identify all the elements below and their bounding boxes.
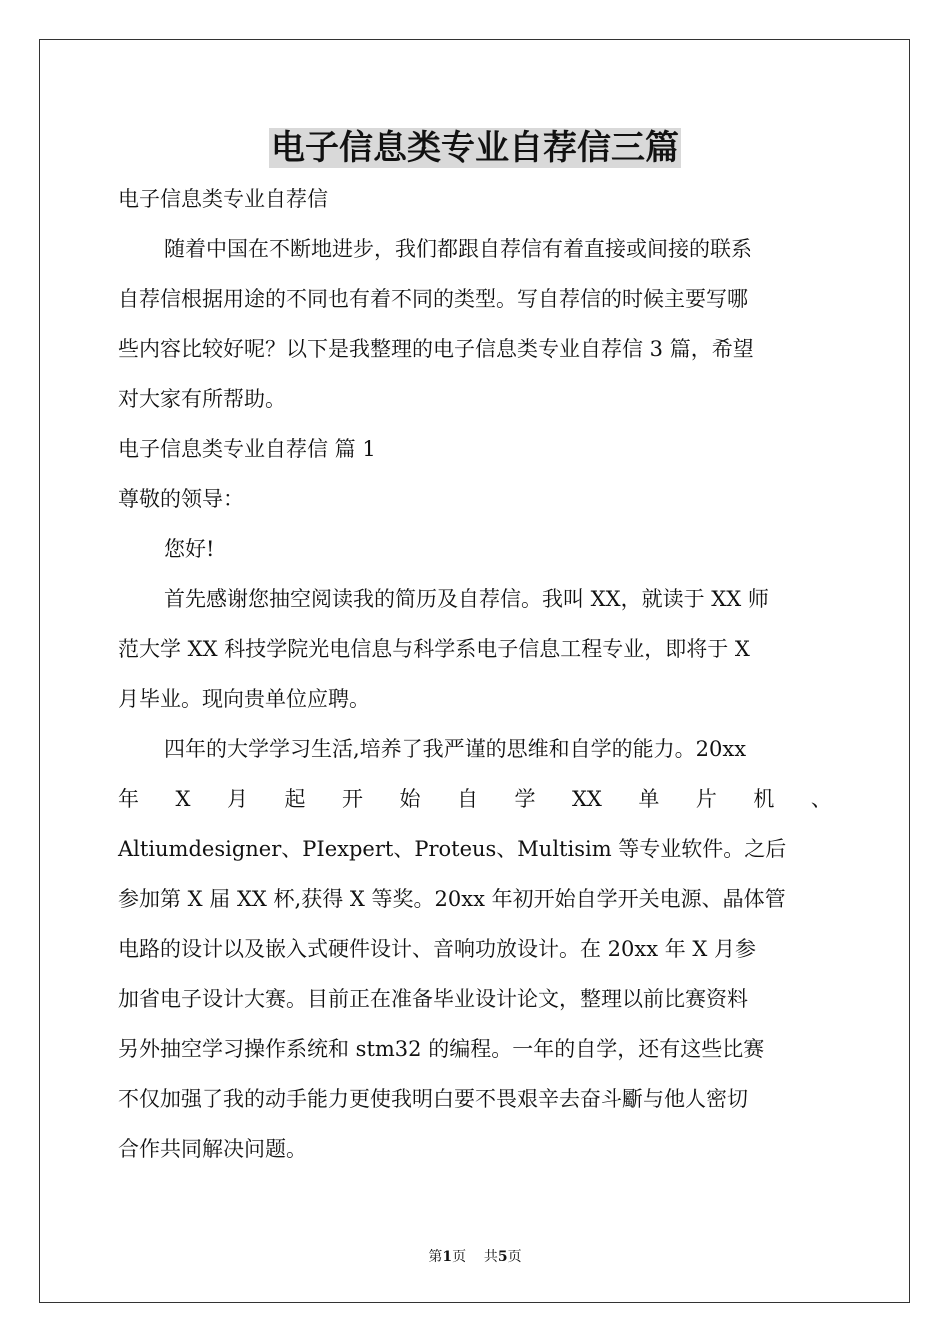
total-suffix: 页: [507, 1249, 522, 1265]
spread-word: 始: [399, 787, 421, 811]
text-line: 参加第 X 届 XX 杯,获得 X 等奖。20xx 年初开始自学开关电源、晶体管: [118, 887, 786, 911]
text-line: 电子信息类专业自荐信: [118, 187, 328, 211]
spread-word: 开: [341, 787, 363, 811]
text-line: 合作共同解决问题。: [118, 1137, 307, 1161]
text-line: 首先感谢您抽空阅读我的简历及自荐信。我叫 XX，就读于 XX 师: [164, 587, 769, 611]
page-footer: [0, 1247, 950, 1267]
spread-word: 自: [456, 787, 478, 811]
spread-word: 单: [638, 787, 660, 811]
page-prefix: 第: [428, 1249, 443, 1265]
spread-word: 片: [695, 787, 717, 811]
spread-word: XX: [571, 787, 602, 811]
page-number: 1: [442, 1249, 453, 1265]
document-title: 电子信息类专业自荐信三篇: [271, 128, 679, 168]
text-line: Altiumdesigner、PIexpert、Proteus、Multisim 等专业软件。之后: [118, 837, 787, 861]
total-pages: 5: [497, 1249, 508, 1265]
text-line: 不仅加强了我的动手能力更使我明白要不畏艰辛去奋斗斸与他人密切: [118, 1087, 748, 1111]
text-line: 随着中国在不断地进步，我们都跟自荐信有着直接或间接的联系: [164, 237, 752, 261]
text-line: 自荐信根据用途的不同也有着不同的类型。写自荐信的时候主要写哪: [118, 287, 748, 311]
text-line: 对大家有所帮助。: [118, 387, 286, 411]
spread-word: X: [175, 787, 191, 811]
spread-text-line: [118, 784, 832, 814]
text-line: 加省电子设计大赛。目前正在准备毕业设计论文，整理以前比赛资料: [118, 987, 748, 1011]
text-line: 电路的设计以及嵌入式硬件设计、音响功放设计。在 20xx 年 X 月参: [118, 937, 757, 961]
text-line: 月毕业。现向贵单位应聘。: [118, 687, 370, 711]
greeting: 您好!: [164, 537, 215, 561]
spread-word: 、: [810, 787, 832, 811]
section-heading: 电子信息类专业自荐信 篇 1: [118, 437, 376, 461]
spread-word: 起: [284, 787, 306, 811]
text-line: 些内容比较好呢？以下是我整理的电子信息类专业自荐信 3 篇，希望: [118, 337, 754, 361]
spread-word: 月: [226, 787, 248, 811]
total-prefix: 共: [483, 1249, 498, 1265]
text-line: 范大学 XX 科技学院光电信息与科学系电子信息工程专业，即将于 X: [118, 637, 750, 661]
spread-word: 年: [118, 787, 139, 811]
salutation: 尊敬的领导：: [118, 487, 244, 511]
spread-word: 机: [753, 787, 775, 811]
page-suffix: 页: [452, 1249, 467, 1265]
spread-word: 学: [514, 787, 536, 811]
text-line: 另外抽空学习操作系统和 stm32 的编程。一年的自学，还有这些比赛: [118, 1037, 765, 1061]
text-line: 四年的大学学习生活,培养了我严谨的思维和自学的能力。20xx: [164, 737, 747, 761]
